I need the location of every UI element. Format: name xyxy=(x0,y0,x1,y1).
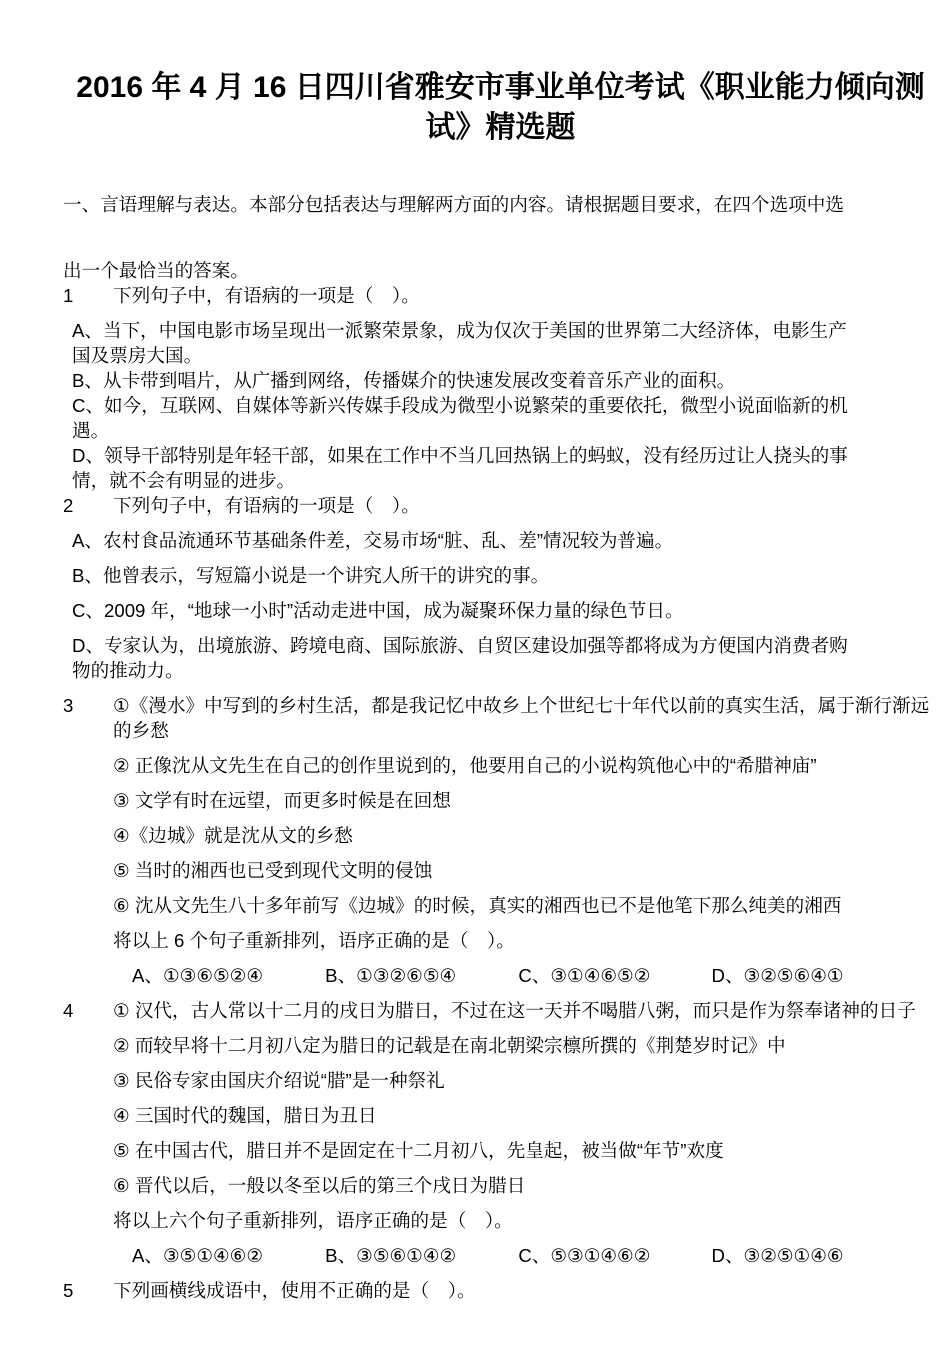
choice-item: B、①③②⑥⑤④ xyxy=(325,965,457,986)
option-item: D、领导干部特别是年轻干部，如果在工作中不当几回热锅上的蚂蚁，没有经历过让人挠头的事情，就不会有明显的进步。 xyxy=(72,445,848,491)
question-stem: 下列句子中，有语病的一项是（ ）。 xyxy=(113,285,420,306)
section-intro-line1: 一、言语理解与表达。本部分包括表达与理解两方面的内容。请根据题目要求，在四个选项中选 xyxy=(63,194,844,215)
question-number: 1 xyxy=(63,285,74,306)
sentence-item: ③ 文学有时在远望，而更多时候是在回想 xyxy=(113,790,451,811)
question-1-options xyxy=(72,318,862,493)
question-number: 5 xyxy=(63,1280,74,1301)
question-stem: 下列句子中，有语病的一项是（ ）。 xyxy=(113,495,420,516)
section-intro-line2: 出一个最恰当的答案。 xyxy=(63,260,249,281)
sentence-item: ⑤ 在中国古代，腊日并不是固定在十二月初八，先皇起，被当做“年节”欢度 xyxy=(113,1140,724,1161)
sentence-item: ③ 民俗专家由国庆介绍说“腊”是一种祭礼 xyxy=(113,1070,445,1091)
question-1 xyxy=(63,283,938,493)
question-3-choices xyxy=(132,963,938,988)
question-5 xyxy=(63,1278,938,1303)
option-item: B、他曾表示，写短篇小说是一个讲究人所干的讲究的事。 xyxy=(72,565,550,586)
sentence-item: ⑤ 当时的湘西也已受到现代文明的侵蚀 xyxy=(113,860,433,881)
document-title-line2: 试》精选题 xyxy=(425,111,576,144)
question-number: 3 xyxy=(63,695,74,716)
question-3-row xyxy=(63,693,938,753)
document-title-line1: 2016 年 4 月 16 日四川省雅安市事业单位考试《职业能力倾向测 xyxy=(76,71,925,104)
question-4-body xyxy=(113,1033,938,1268)
sentence-item: ④ 三国时代的魏国，腊日为丑日 xyxy=(113,1105,377,1126)
sentence-item: ⑥ 晋代以后，一般以冬至以后的第三个戌日为腊日 xyxy=(113,1175,526,1196)
question-4-row xyxy=(63,998,938,1033)
question-3 xyxy=(63,693,938,988)
sentence-item: ② 正像沈从文先生在自己的创作里说到的，他要用自己的小说构筑他心中的“希腊神庙” xyxy=(113,755,817,776)
document-title xyxy=(63,68,938,148)
choice-item: A、③⑤①④⑥② xyxy=(132,1245,264,1266)
sentence-item: ② 而较早将十二月初八定为腊日的记载是在南北朝梁宗檩所撰的《荆楚岁时记》中 xyxy=(113,1035,786,1056)
question-1-row xyxy=(63,283,938,308)
option-item: C、如今，互联网、自媒体等新兴传媒手段成为微型小说繁荣的重要依托，微型小说面临新的机遇。 xyxy=(72,395,848,441)
question-5-row xyxy=(63,1278,938,1303)
option-item: A、当下，中国电影市场呈现出一派繁荣景象，成为仅次于美国的世界第二大经济体，电影生产国及票房大国。 xyxy=(72,320,847,366)
choice-item: C、⑤③①④⑥② xyxy=(518,1245,651,1266)
reorder-prompt: 将以上 6 个句子重新排列，语序正确的是（ ）。 xyxy=(113,930,515,951)
question-2-row xyxy=(63,493,938,518)
option-item: A、农村食品流通环节基础条件差，交易市场“脏、乱、差”情况较为普遍。 xyxy=(72,530,674,551)
reorder-prompt: 将以上六个句子重新排列，语序正确的是（ ）。 xyxy=(113,1210,513,1231)
choice-item: C、③①④⑥⑤② xyxy=(518,965,651,986)
sentence-item: ①《漫水》中写到的乡村生活，都是我记忆中故乡上个世纪七十年代以前的真实生活，属于渐行渐远的乡愁 xyxy=(113,695,930,741)
choice-item: B、③⑤⑥①④② xyxy=(325,1245,457,1266)
sentence-item: ⑥ 沈从文先生八十多年前写《边城》的时候，真实的湘西也已不是他笔下那么纯美的湘西 xyxy=(113,895,842,916)
question-number: 2 xyxy=(63,495,74,516)
sentence-item: ① 汉代，古人常以十二月的戌日为腊日，不过在这一天并不喝腊八粥，而只是作为祭奉诸神的日子 xyxy=(113,1000,916,1021)
question-4-choices xyxy=(132,1243,938,1268)
question-4 xyxy=(63,998,938,1268)
choice-item: D、③②⑤⑥④① xyxy=(711,965,844,986)
option-item: D、专家认为，出境旅游、跨境电商、国际旅游、自贸区建设加强等都将成为方便国内消费者购物的推动力。 xyxy=(72,635,848,681)
question-2-options xyxy=(72,528,862,683)
option-item: B、从卡带到唱片，从广播到网络，传播媒介的快速发展改变着音乐产业的面积。 xyxy=(72,370,736,391)
question-2 xyxy=(63,493,938,683)
sentence-item: ④《边城》就是沈从文的乡愁 xyxy=(113,825,353,846)
question-stem: 下列画横线成语中，使用不正确的是（ ）。 xyxy=(113,1280,476,1301)
choice-item: A、①③⑥⑤②④ xyxy=(132,965,264,986)
choice-item: D、③②⑤①④⑥ xyxy=(711,1245,844,1266)
option-item: C、2009 年，“地球一小时”活动走进中国，成为凝聚环保力量的绿色节日。 xyxy=(72,600,684,621)
question-3-body xyxy=(113,753,938,988)
question-number: 4 xyxy=(63,1000,74,1021)
